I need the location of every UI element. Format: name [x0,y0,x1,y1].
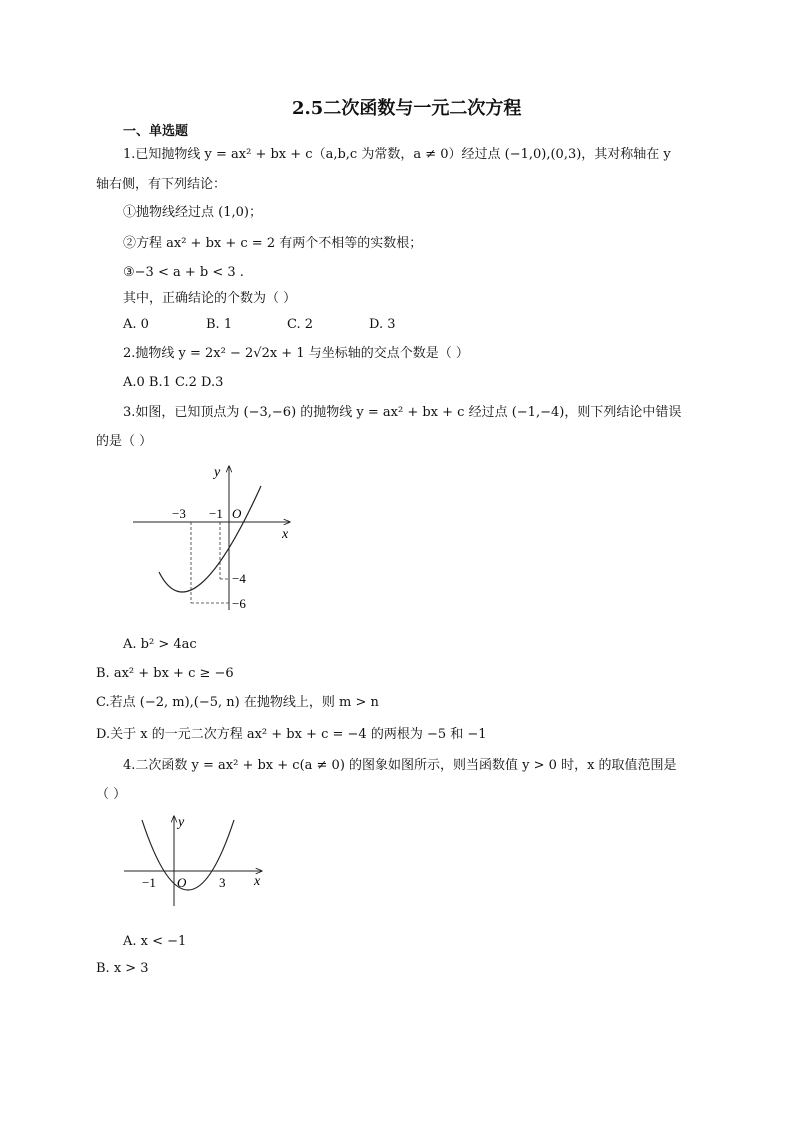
q3-tick-minus4: −4 [232,571,246,586]
q3-label-x: x [282,527,289,542]
q1-question: 其中，正确结论的个数为（ ） [123,291,297,306]
q2-options[interactable]: A.0 B.1 C.2 D.3 [123,375,224,390]
q3-option-d[interactable]: D.关于 x 的一元二次方程 ax² + bx + c = −4 的两根为 −5 和 −1 [96,727,487,742]
q3-label-y: y [214,465,221,480]
q3-option-c[interactable]: C.若点 (−2, m),(−5, n) 在抛物线上，则 m > n [96,695,379,710]
q4-option-b[interactable]: B. x > 3 [96,961,149,976]
q1-conclusion-3: ③−3 < a + b < 3 . [123,265,244,280]
q1-conclusion-2: ②方程 ax² + bx + c = 2 有两个不相等的实数根； [123,236,423,251]
q1-stem-line2: 轴右侧，有下列结论： [96,177,227,192]
q3-tick-minus3: −3 [172,506,186,521]
q4-option-a[interactable]: A. x < −1 [123,934,187,949]
q1-conclusion-1: ①抛物线经过点 (1,0)； [123,205,262,220]
q3-tick-minus6: −6 [232,596,246,611]
q4-label-x: x [254,874,261,889]
q4-label-y: y [178,815,185,830]
q3-parabola-figure [125,460,305,620]
q1-option-c[interactable]: C. 2 [287,317,314,332]
q3-option-a[interactable]: A. b² > 4ac [123,637,197,652]
q4-tick-3: 3 [219,875,226,890]
q1-option-b[interactable]: B. 1 [206,317,233,332]
page-title: 2.5二次函数与一元二次方程 [292,98,522,119]
q4-stem-line2: （ ） [96,787,127,802]
q4-tick-minus1: −1 [142,875,156,890]
q3-stem-line2: 的是（ ） [96,434,153,449]
section-heading: 一、单选题 [123,124,189,139]
q3-label-origin: O [232,506,242,521]
q3-option-b[interactable]: B. ax² + bx + c ≥ −6 [96,666,234,681]
q1-option-d[interactable]: D. 3 [369,317,396,332]
q4-stem-line1: 4.二次函数 y = ax² + bx + c(a ≠ 0) 的图象如图所示，则当函数值 y > 0 时，x 的取值范围是 [123,758,677,773]
q4-label-origin: O [177,875,187,890]
q1-stem-line1: 1.已知抛物线 y = ax² + bx + c（a,b,c 为常数，a ≠ 0）经过点 (−1,0),(0,3)，其对称轴在 y [123,147,671,162]
q3-stem-line1: 3.如图，已知顶点为 (−3,−6) 的抛物线 y = ax² + bx + c 经过点 (−1,−4)，则下列结论中错误 [123,405,682,420]
q3-tick-minus1: −1 [209,506,223,521]
q4-parabola-figure [120,812,270,912]
q2-stem: 2.抛物线 y = 2x² − 2√2x + 1 与坐标轴的交点个数是（ ） [123,346,469,361]
q1-option-a[interactable]: A. 0 [123,317,149,332]
